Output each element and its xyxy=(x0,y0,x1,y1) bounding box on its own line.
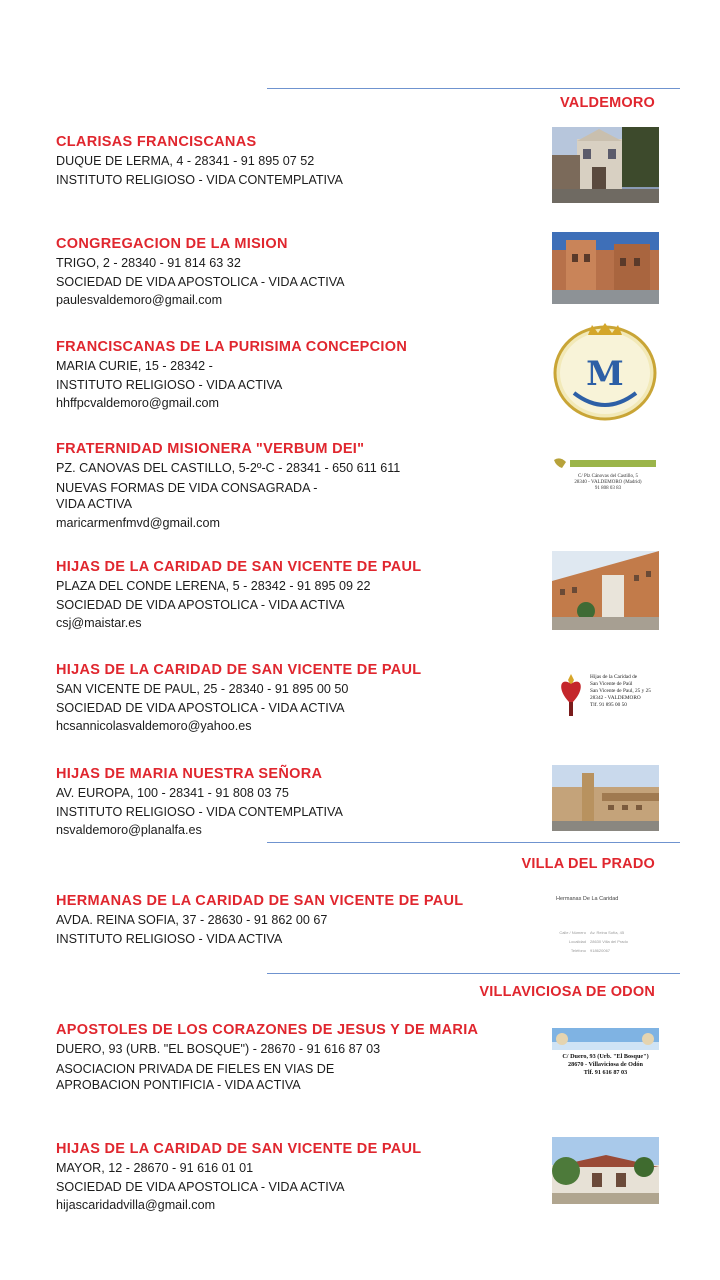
verbum-dei-card xyxy=(552,456,659,496)
entry-email[interactable]: maricarmenfmvd@gmail.com xyxy=(56,515,220,530)
villa-card-field-value: 918620067 xyxy=(590,948,611,953)
entry-clarisas-franciscanas xyxy=(56,132,536,189)
villa-card-field-label: Teléfono xyxy=(570,948,586,953)
entry-address: PLAZA DEL CONDE LERENA, 5 - 28342 - 91 895 09 22 xyxy=(56,579,371,593)
apostoles-card-line: C/ Duero, 93 (Urb. "El Bosque") xyxy=(562,1053,649,1060)
entry-address: PZ. CANOVAS DEL CASTILLO, 5-2º-C - 28341 - 650 611 611 xyxy=(56,461,401,475)
entry-name: FRANCISCANAS DE LA PURISIMA CONCEPCION xyxy=(56,339,408,355)
entry-name: FRATERNIDAD MISIONERA "VERBUM DEI" xyxy=(56,441,365,457)
residence-photo xyxy=(552,551,659,630)
verbum-card-line: C/ Plz Cánovas del Castillo, 5 xyxy=(578,474,638,479)
entry-name: CONGREGACION DE LA MISION xyxy=(56,236,288,252)
entry-email[interactable]: hijascaridadvilla@gmail.com xyxy=(56,1198,216,1212)
entry-type: SOCIEDAD DE VIDA APOSTOLICA - VIDA ACTIVA xyxy=(56,1179,345,1194)
entry-email[interactable]: csj@maistar.es xyxy=(56,616,142,630)
entry-name: HERMANAS DE LA CARIDAD DE SAN VICENTE DE PAUL xyxy=(56,893,464,909)
villa-prado-info-card xyxy=(552,890,659,960)
convent-photo xyxy=(552,127,659,203)
section-divider-valdemoro xyxy=(267,88,680,89)
entry-type: SOCIEDAD DE VIDA APOSTOLICA - VIDA ACTIVA xyxy=(56,700,345,715)
entry-address: DUQUE DE LERMA, 4 - 28341 - 91 895 07 52 xyxy=(56,154,315,168)
entry-name: HIJAS DE LA CARIDAD DE SAN VICENTE DE PAUL xyxy=(56,662,422,678)
entry-apostoles-corazones xyxy=(56,1020,536,1093)
entry-type: INSTITUTO RELIGIOSO - VIDA ACTIVA xyxy=(56,931,283,946)
villa-card-field-value: Av. Reina Sofía, 45 xyxy=(590,930,625,935)
hijas-card-line: Tlf. 91 895 00 50 xyxy=(590,702,627,708)
hijas-caridad-card xyxy=(552,670,659,718)
villa-card-field-label: Localidad xyxy=(568,939,586,944)
villa-card-field-label: Calle / Número xyxy=(559,930,586,935)
entry-type: NUEVAS FORMAS DE VIDA CONSAGRADA - xyxy=(56,480,318,495)
section-divider-villa-del-prado xyxy=(267,842,680,843)
entry-email[interactable]: hcsannicolasvaldemoro@yahoo.es xyxy=(56,719,252,733)
entry-type: INSTITUTO RELIGIOSO - VIDA CONTEMPLATIVA xyxy=(56,804,343,819)
entry-address: TRIGO, 2 - 28340 - 91 814 63 32 xyxy=(56,256,241,270)
entry-hijas-caridad-mayor xyxy=(56,1139,536,1215)
entry-type: SOCIEDAD DE VIDA APOSTOLICA - VIDA ACTIVA xyxy=(56,597,345,612)
entry-name: APOSTOLES DE LOS CORAZONES DE JESUS Y DE MARIA xyxy=(56,1022,479,1038)
entry-address: DUERO, 93 (URB. "EL BOSQUE") - 28670 - 91 616 87 03 xyxy=(56,1042,381,1056)
hijas-card-line: 28342 - VALDEMORO xyxy=(590,695,641,701)
entry-address: SAN VICENTE DE PAUL, 25 - 28340 - 91 895 00 50 xyxy=(56,682,349,696)
building-photo xyxy=(552,232,659,304)
apostoles-card-line: Tlf. 91 616 87 03 xyxy=(583,1069,628,1076)
entry-type: ASOCIACION PRIVADA DE FIELES EN VIAS DE xyxy=(56,1061,335,1076)
marian-emblem-logo xyxy=(552,321,659,421)
villa-card-title: Hermanas De La Caridad xyxy=(556,896,619,902)
hijas-card-line: San Vicente de Paul, 25 y 25 xyxy=(590,688,651,694)
house-photo xyxy=(552,1137,659,1204)
entry-email[interactable]: hhffpcvaldemoro@gmail.com xyxy=(56,396,220,410)
entry-type-cont: VIDA ACTIVA xyxy=(56,496,133,511)
entry-hermanas-caridad-villa-prado xyxy=(56,891,536,948)
villa-card-field-value: 28630 Villa del Prado xyxy=(590,939,628,944)
entry-address: MARIA CURIE, 15 - 28342 - xyxy=(56,359,213,373)
entry-address: AVDA. REINA SOFIA, 37 - 28630 - 91 862 00 67 xyxy=(56,913,328,927)
entry-verbum-dei xyxy=(56,439,536,532)
verbum-card-line: 28340 - VALDEMORO (Madrid) xyxy=(574,480,642,485)
entry-type: INSTITUTO RELIGIOSO - VIDA CONTEMPLATIVA xyxy=(56,172,343,187)
entry-congregacion-mision xyxy=(56,234,536,310)
entry-email[interactable]: paulesvaldemoro@gmail.com xyxy=(56,293,223,307)
entry-address: MAYOR, 12 - 28670 - 91 616 01 01 xyxy=(56,1161,254,1175)
entry-type: SOCIEDAD DE VIDA APOSTOLICA - VIDA ACTIVA xyxy=(56,274,345,289)
entry-address: AV. EUROPA, 100 - 28341 - 91 808 03 75 xyxy=(56,786,289,800)
entry-name: CLARISAS FRANCISCANAS xyxy=(56,134,257,150)
entry-name: HIJAS DE LA CARIDAD DE SAN VICENTE DE PAUL xyxy=(56,1141,422,1157)
entry-hijas-caridad-lerena xyxy=(56,557,536,633)
entry-franciscanas-purisima xyxy=(56,337,536,413)
apostoles-card-line: 28670 - Villaviciosa de Odón xyxy=(568,1061,643,1068)
hijas-card-line: San Vicente de Paúl xyxy=(590,681,633,687)
entry-type: INSTITUTO RELIGIOSO - VIDA ACTIVA xyxy=(56,377,283,392)
entry-email[interactable]: nsvaldemoro@planalfa.es xyxy=(56,823,202,837)
verbum-card-line: 91 808 03 83 xyxy=(594,486,622,491)
svg-text:M: M xyxy=(586,354,624,394)
town-heading-villa-del-prado: VILLA DEL PRADO xyxy=(521,856,655,872)
entry-hijas-maria xyxy=(56,764,536,840)
apostoles-card xyxy=(552,1028,659,1080)
entry-name: HIJAS DE MARIA NUESTRA SEÑORA xyxy=(56,766,323,782)
hijas-card-line: Hijas de la Caridad de xyxy=(590,674,638,680)
school-photo xyxy=(552,765,659,831)
entry-type-cont: APROBACION PONTIFICIA - VIDA ACTIVA xyxy=(56,1077,301,1092)
town-heading-villaviciosa: VILLAVICIOSA DE ODON xyxy=(479,984,655,1000)
town-heading-valdemoro: VALDEMORO xyxy=(560,95,655,111)
entry-hijas-caridad-san-vicente xyxy=(56,660,536,736)
section-divider-villaviciosa xyxy=(267,973,680,974)
entry-name: HIJAS DE LA CARIDAD DE SAN VICENTE DE PAUL xyxy=(56,559,422,575)
